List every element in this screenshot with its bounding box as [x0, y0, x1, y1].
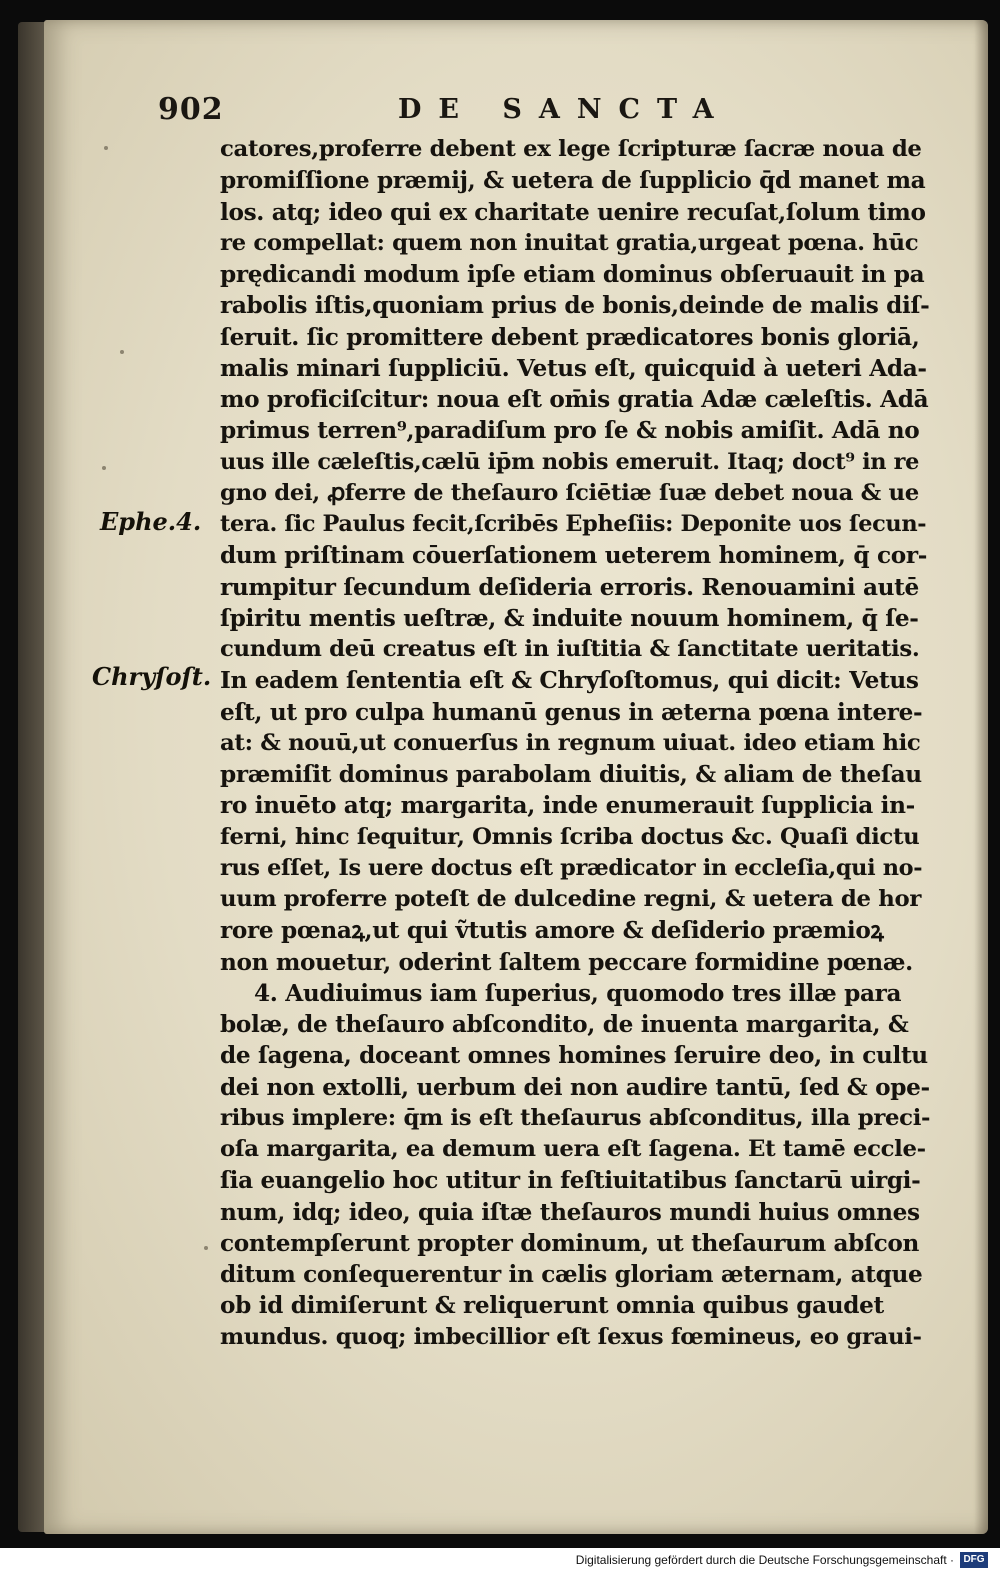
- running-title: DE SANCTA: [398, 94, 731, 125]
- text-line: ditum conſequerentur in cælis gloriam æternam, atque: [220, 1261, 923, 1288]
- page-edge: [974, 20, 988, 1534]
- dfg-logo: DFG: [960, 1552, 988, 1568]
- text-line: promiſſione præmij, & uetera de ſupplicio q̄d manet ma: [220, 167, 926, 195]
- text-line: cundum deū creatus eſt in iuſtitia & ſanctitate ueritatis.: [220, 636, 920, 662]
- text-line: malis minari ſuppliciū. Vetus eſt, quicquid à ueteri Ada-: [220, 354, 927, 382]
- margin-mark: [102, 466, 106, 470]
- body-text: [220, 134, 930, 1353]
- text-line: non mouetur, oderint ſaltem peccare formidine pœnæ.: [220, 948, 913, 976]
- text-line: gno dei, ꝓferre de theſauro ſciētiæ ſuæ debet noua & ue: [220, 479, 919, 506]
- text-line: re compellat: quem non inuitat gratia,urgeat pœna. hūc: [220, 229, 919, 256]
- text-line: ribus implere: q̄m is eſt theſaurus abſconditus, illa preci-: [220, 1104, 930, 1131]
- text-line: ſeruit. ſic promittere debent prædicatores bonis gloriā,: [220, 323, 920, 351]
- text-line: ſia euangelio hoc utitur in feſtiuitatibus ſanctarū uirgi-: [220, 1167, 921, 1195]
- text-line: præmiſit dominus parabolam diuitis, & aliam de theſau: [220, 761, 922, 788]
- text-line: primus terren⁹,paradiſum pro ſe & nobis amiſit. Adā no: [220, 417, 920, 445]
- margin-mark: [120, 350, 124, 354]
- text-line: de ſagena, doceant omnes homines ſeruire deo, in cultu: [220, 1042, 928, 1070]
- margin-mark: [204, 1246, 208, 1250]
- text-line: uum proferre poteſt de dulcedine regni, & uetera de hor: [220, 886, 921, 912]
- text-line: prędicandi modum ipſe etiam dominus obſeruauit in pa: [220, 261, 925, 288]
- text-line: num, idq; ideo, quia iſtæ theſauros mundi huius omnes: [220, 1198, 920, 1226]
- text-line: ro inuēto atq; margarita, inde enumerauit ſupplicia in-: [220, 792, 915, 820]
- text-line: los. atq; ideo qui ex charitate uenire recuſat,ſolum timo: [220, 198, 926, 226]
- text-line: eſt, ut pro culpa humanū genus in æterna pœna intere-: [220, 698, 923, 726]
- margin-mark: [104, 146, 108, 150]
- page-header: [158, 92, 938, 136]
- text-line: at: & nouū,ut conuerſus in regnum uiuat. ideo etiam hic: [220, 729, 921, 756]
- dfg-credit: Digitalisierung gefördert durch die Deutsche Forschungsgemeinschaft ·: [575, 1553, 954, 1567]
- text-line: catores,proferre debent ex lege ſcripturæ ſacræ noua de: [220, 136, 922, 162]
- text-line: dum priſtinam cōuerſationem ueterem hominem, q̄ cor-: [220, 542, 927, 570]
- text-line: rore pœnaꝝ,ut qui ṽtutis amore & deſiderio præmioꝝ: [220, 917, 884, 945]
- text-line: 4. Audiuimus iam ſuperius, quomodo tres illæ para: [254, 979, 902, 1007]
- text-line: rus eſſet, Is uere doctus eſt prædicator in eccleſia,qui no-: [220, 854, 923, 881]
- page-number: 902: [158, 92, 224, 127]
- text-line: dei non extolli, uerbum dei non audire tantū, ſed & ope-: [220, 1073, 930, 1101]
- text-line: bolæ, de theſauro abſcondito, de inuenta margarita, &: [220, 1011, 909, 1038]
- text-line: tera. ſic Paulus fecit,ſcribēs Epheſiis: Deponite uos ſecun-: [220, 511, 927, 537]
- text-line: rabolis iſtis,quoniam prius de bonis,deinde de malis diſ-: [220, 292, 930, 320]
- text-line: mo proficiſcitur: noua eſt om̄is gratia Adæ cæleſtis. Adā: [220, 386, 929, 413]
- text-line: mundus. quoq; imbecillior eſt ſexus fœmineus, eo graui-: [220, 1323, 922, 1350]
- marginal-note-ephe: Ephe.4.: [100, 507, 202, 536]
- text-line: ob id dimiſerunt & reliquerunt omnia quibus gaudet: [220, 1292, 884, 1320]
- text-line: ſpiritu mentis ueſtræ, & induite nouum hominem, q̄ ſe-: [220, 604, 919, 632]
- text-line: In eadem ſententia eſt & Chryſoſtomus, qui dicit: Vetus: [220, 667, 919, 695]
- text-line: uus ille cæleſtis,cælū ip̄m nobis emeruit. Itaq; doct⁹ in re: [220, 448, 919, 475]
- text-line: oſa margarita, ea demum uera eſt ſagena. Et tamē eccle-: [220, 1136, 926, 1162]
- marginal-note-chrysost: Chryſoſt.: [92, 662, 212, 691]
- text-line: rumpitur ſecundum deſideria erroris. Renouamini autē: [220, 573, 919, 601]
- text-line: ferni, hinc ſequitur, Omnis ſcriba doctus &c. Quaſi dictu: [220, 823, 920, 850]
- text-line: contempſerunt propter dominum, ut theſaurum abſcon: [220, 1229, 920, 1257]
